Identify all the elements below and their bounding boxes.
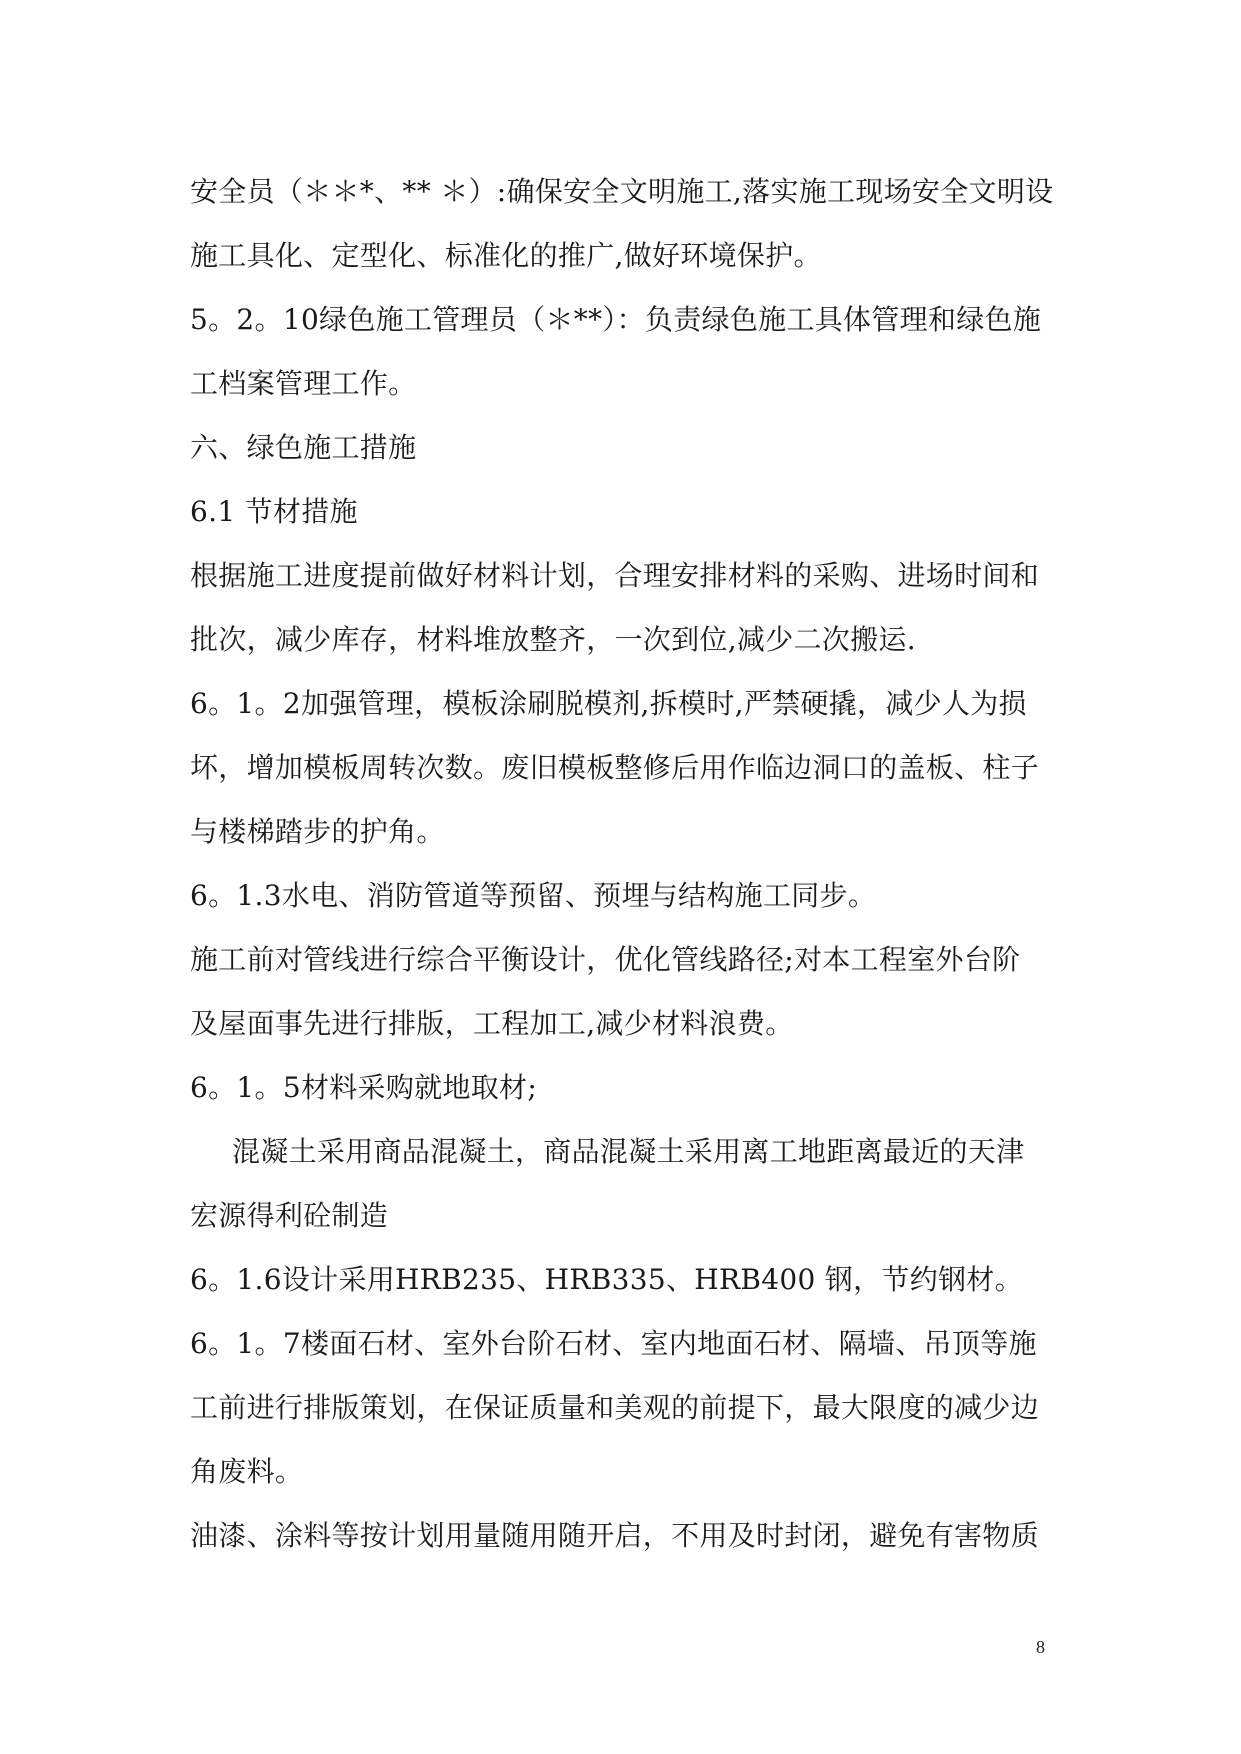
text-line: 6。1。7楼面石材、室外台阶石材、室内地面石材、隔墙、吊顶等施 [190,1327,1037,1360]
text-line: 6.1 节材措施 [190,495,358,528]
text-line: 批次，减少库存，材料堆放整齐，一次到位,减少二次搬运. [190,623,916,656]
text-line: 施工前对管线进行综合平衡设计，优化管线路径;对本工程室外台阶 [190,943,1021,976]
text-line: 工前进行排版策划，在保证质量和美观的前提下，最大限度的减少边 [190,1391,1040,1424]
text-line: 6。1.3水电、消防管道等预留、预埋与结构施工同步。 [190,879,877,912]
text-line: 宏源得利砼制造 [190,1199,389,1232]
text-line: 六、绿色施工措施 [190,431,417,464]
text-line: 6。1。2加强管理，模板涂刷脱模剂,拆模时,严禁硬撬，减少人为损 [190,687,1027,720]
text-line: 及屋面事先进行排版，工程加工,减少材料浪费。 [190,1007,794,1040]
text-line: 施工具化、定型化、标准化的推广,做好环境保护。 [190,239,822,272]
body-text [190,160,1060,1568]
text-line: 角废料。 [190,1455,304,1488]
text-line: 根据施工进度提前做好材料计划，合理安排材料的采购、进场时间和 [190,559,1040,592]
text-line: 混凝土采用商品混凝土，商品混凝土采用离工地距离最近的天津 [232,1135,1025,1168]
text-line: 坏，增加模板周转次数。废旧模板整修后用作临边洞口的盖板、柱子 [190,751,1040,784]
text-line: 油漆、涂料等按计划用量随用随开启，不用及时封闭，避免有害物质 [190,1519,1040,1552]
text-line: 与楼梯踏步的护角。 [190,815,445,848]
text-line: 安全员（＊＊*、** ＊）:确保安全文明施工,落实施工现场安全文明设 [190,175,1054,208]
text-line: 5。2。10绿色施工管理员（＊**）：负责绿色施工具体管理和绿色施 [190,303,1042,336]
text-line: 工档案管理工作。 [190,367,417,400]
text-line: 6。1.6设计采用HRB235、HRB335、HRB400 钢，节约钢材。 [190,1263,1023,1296]
page-number: 8 [1036,1637,1045,1657]
text-line: 6。1。5材料采购就地取材; [190,1071,538,1104]
